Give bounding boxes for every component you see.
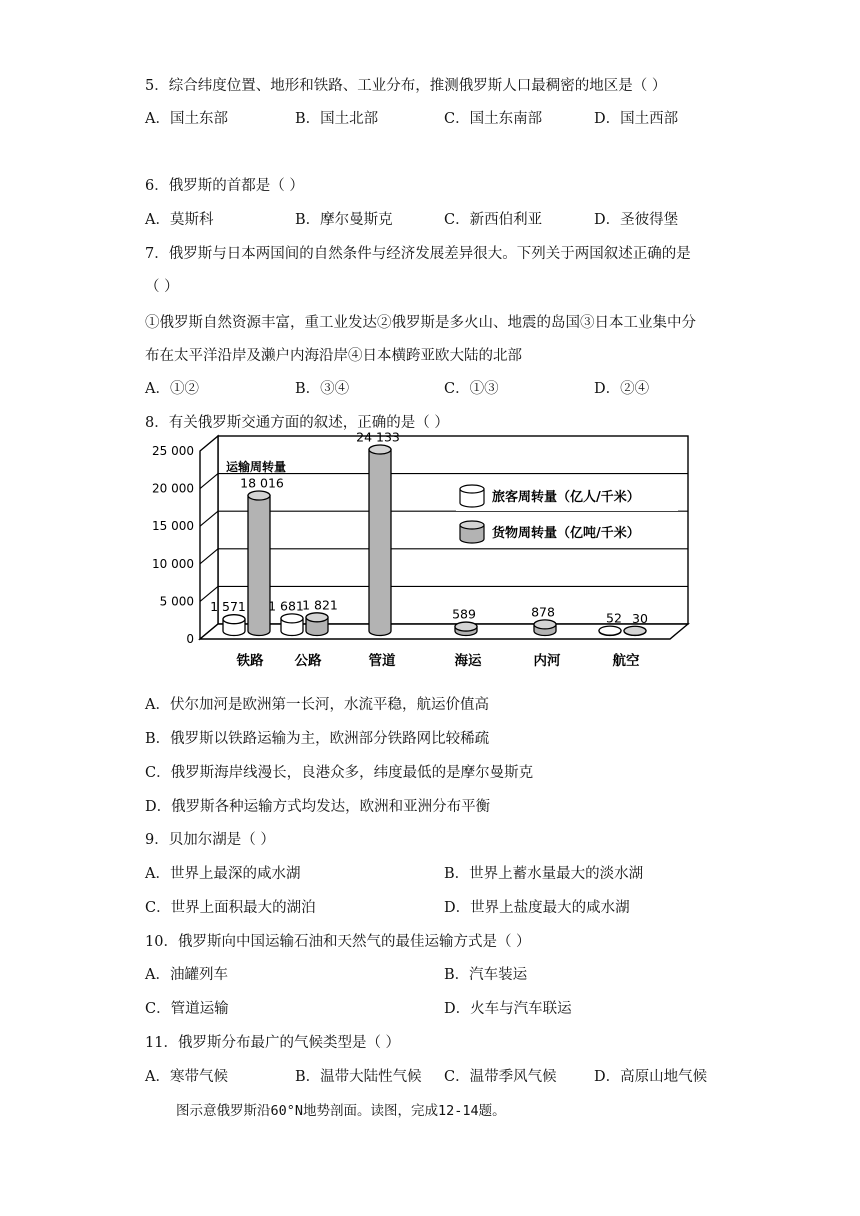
q7-statements-line1: ①俄罗斯自然资源丰富，重工业发达②俄罗斯是多火山、地震的岛国③日本工业集中分 bbox=[145, 315, 696, 331]
q8-option-b: B．俄罗斯以铁路运输为主，欧洲部分铁路网比较稀疏 bbox=[145, 731, 490, 747]
chart-category-label: 海运 bbox=[454, 653, 482, 669]
q6-stem: 6．俄罗斯的首都是（ ） bbox=[145, 178, 304, 194]
freight-bar-top bbox=[248, 491, 270, 500]
q5-option-a: A．国土东部 bbox=[145, 111, 228, 127]
q11-option-c: C．温带季风气候 bbox=[444, 1069, 557, 1085]
chart-category-label: 管道 bbox=[368, 653, 396, 669]
chart-y-tick: 0 bbox=[186, 632, 194, 646]
freight-bar-top bbox=[369, 445, 391, 454]
freight-bar-body bbox=[369, 450, 391, 636]
chart-category-label: 铁路 bbox=[236, 653, 264, 669]
freight-bar bbox=[248, 491, 270, 635]
transport-chart bbox=[140, 429, 710, 676]
q5-option-b: B．国土北部 bbox=[295, 111, 379, 127]
freight-data-label: 24 133 bbox=[356, 429, 400, 445]
q7-option-b: B．③④ bbox=[295, 381, 350, 397]
q7-option-c: C．①③ bbox=[444, 381, 499, 397]
q11-option-a: A．寒带气候 bbox=[145, 1069, 228, 1085]
chart-y-tick: 5 000 bbox=[159, 594, 194, 609]
q7-option-a: A．①② bbox=[145, 381, 199, 397]
chart-y-tick: 25 000 bbox=[152, 444, 194, 458]
passenger-bar-top bbox=[281, 614, 303, 623]
passenger-data-label: 52 bbox=[606, 610, 622, 626]
legend-label: 旅客周转量（亿人/千米） bbox=[492, 490, 640, 505]
chart-category-label: 公路 bbox=[294, 653, 322, 669]
freight-bar-top bbox=[306, 613, 328, 622]
q5-option-d: D．国土西部 bbox=[594, 111, 679, 127]
legend-swatch-top bbox=[460, 521, 484, 529]
chart-y-tick: 20 000 bbox=[152, 481, 194, 496]
q9-option-c: C．世界上面积最大的湖泊 bbox=[145, 900, 316, 916]
passenger-bar-top bbox=[223, 615, 245, 624]
q11-option-d: D．高原山地气候 bbox=[594, 1069, 708, 1085]
q7-stem-paren: （ ） bbox=[145, 279, 179, 295]
passenger-bar bbox=[223, 615, 245, 636]
q8-option-a: A．伏尔加河是欧洲第一长河，水流平稳，航运价值高 bbox=[145, 697, 489, 713]
chart-category-label: 航空 bbox=[612, 653, 640, 669]
passenger-bar bbox=[599, 626, 621, 635]
freight-data-label: 589 bbox=[452, 606, 476, 622]
q10-stem: 10．俄罗斯向中国运输石油和天然气的最佳运输方式是（ ） bbox=[145, 934, 531, 950]
q7-option-d: D．②④ bbox=[594, 381, 650, 397]
q9-option-d: D．世界上盐度最大的咸水湖 bbox=[444, 900, 630, 916]
freight-bar bbox=[369, 445, 391, 635]
chart-category-label: 内河 bbox=[533, 653, 561, 669]
q5-option-c: C．国土东南部 bbox=[444, 111, 543, 127]
chart-y-tick: 15 000 bbox=[152, 519, 194, 534]
q9-stem: 9．贝加尔湖是（ ） bbox=[145, 832, 275, 848]
q9-option-a: A．世界上最深的咸水湖 bbox=[145, 866, 301, 882]
q8-option-c: C．俄罗斯海岸线漫长，良港众多，纬度最低的是摩尔曼斯克 bbox=[145, 765, 534, 781]
q10-option-c: C．管道运输 bbox=[145, 1001, 229, 1017]
freight-bar-top bbox=[455, 622, 477, 631]
q6-option-b: B．摩尔曼斯克 bbox=[295, 212, 393, 228]
freight-data-label: 18 016 bbox=[240, 475, 284, 491]
q5-stem: 5．综合纬度位置、地形和铁路、工业分布，推测俄罗斯人口最稠密的地区是（ ） bbox=[145, 78, 667, 94]
freight-bar bbox=[624, 626, 646, 635]
q7-statements-line2: 布在太平洋沿岸及濑户内海沿岸④日本横跨亚欧大陆的北部 bbox=[145, 348, 522, 364]
chart-y-tick: 10 000 bbox=[152, 556, 194, 571]
q11-option-b: B．温带大陆性气候 bbox=[295, 1069, 422, 1085]
passenger-bar bbox=[281, 614, 303, 636]
q7-stem: 7．俄罗斯与日本两国间的自然条件与经济发展差异很大。下列关于两国叙述正确的是 bbox=[145, 246, 691, 262]
legend-label: 货物周转量（亿吨/千米） bbox=[492, 526, 640, 541]
q9-option-b: B．世界上蓄水量最大的淡水湖 bbox=[444, 866, 644, 882]
passenger-bar-top bbox=[599, 626, 621, 635]
q8-stem: 8．有关俄罗斯交通方面的叙述，正确的是（ ） bbox=[145, 415, 449, 431]
chart-title: 运输周转量 bbox=[226, 460, 287, 474]
q10-option-a: A．油罐列车 bbox=[145, 967, 228, 983]
q8-option-d: D．俄罗斯各种运输方式均发达，欧洲和亚洲分布平衡 bbox=[145, 799, 491, 815]
freight-bar bbox=[306, 613, 328, 636]
passenger-data-label: 1 571 bbox=[210, 599, 246, 615]
q6-option-d: D．圣彼得堡 bbox=[594, 212, 679, 228]
freight-bar-top bbox=[534, 620, 556, 629]
freight-bar bbox=[534, 620, 556, 636]
q6-option-a: A．莫斯科 bbox=[145, 212, 214, 228]
q11-stem: 11．俄罗斯分布最广的气候类型是（ ） bbox=[145, 1035, 401, 1051]
legend-swatch-top bbox=[460, 485, 484, 493]
passenger-data-label: 1 681 bbox=[268, 598, 304, 614]
section-note: 图示意俄罗斯沿60°N地势剖面。读图，完成12-14题。 bbox=[176, 1103, 506, 1119]
q6-option-c: C．新西伯利亚 bbox=[444, 212, 543, 228]
freight-bar-body bbox=[248, 496, 270, 636]
freight-data-label: 30 bbox=[632, 610, 648, 626]
freight-data-label: 1 821 bbox=[302, 597, 338, 613]
q10-option-d: D．火车与汽车联运 bbox=[444, 1001, 572, 1017]
freight-data-label: 878 bbox=[531, 604, 555, 620]
freight-bar-top bbox=[624, 626, 646, 635]
freight-bar bbox=[455, 622, 477, 635]
q10-option-b: B．汽车装运 bbox=[444, 967, 528, 983]
